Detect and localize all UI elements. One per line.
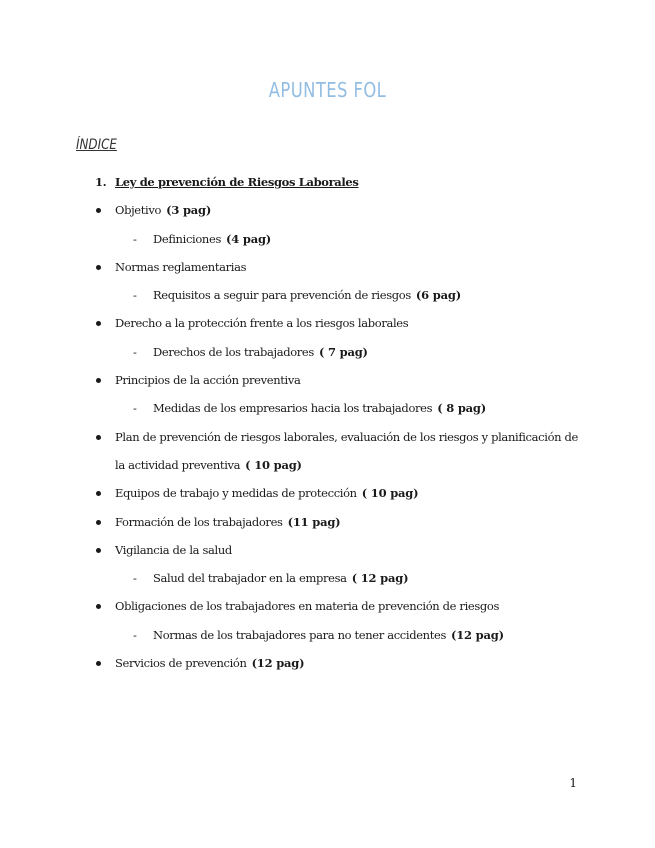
bullet-icon bbox=[96, 435, 101, 440]
bullet-icon bbox=[96, 604, 101, 609]
bullet-icon bbox=[96, 491, 101, 496]
toc-entry-page: (12 pag) bbox=[251, 656, 305, 671]
toc-entry-page: ( 12 pag) bbox=[351, 571, 409, 586]
toc-entry-page: (11 pag) bbox=[287, 514, 341, 529]
toc-entry-text: Requisitos a seguir para prevención de riesgos bbox=[153, 288, 411, 303]
toc-entry-page: ( 7 pag) bbox=[318, 344, 368, 359]
toc-entry-page: ( 10 pag) bbox=[245, 457, 302, 472]
toc-entry bbox=[0, 649, 655, 677]
toc-entry bbox=[0, 508, 655, 536]
toc-entry bbox=[0, 592, 655, 620]
toc-entry-text: Ley de prevención de Riesgos Laborales bbox=[115, 175, 359, 189]
list-number: 1. bbox=[95, 175, 107, 189]
toc-entry bbox=[0, 168, 655, 196]
toc-entry-page: ( 8 pag) bbox=[437, 401, 487, 416]
toc-entry bbox=[0, 225, 655, 253]
toc-entry bbox=[0, 196, 655, 224]
bullet-icon bbox=[96, 265, 101, 270]
table-of-contents bbox=[0, 168, 655, 677]
toc-entry bbox=[0, 423, 578, 480]
document-title: APUNTES FOL bbox=[268, 78, 387, 102]
toc-entry bbox=[0, 253, 655, 281]
toc-entry-text: Principios de la acción preventiva bbox=[115, 373, 301, 388]
toc-entry bbox=[0, 536, 655, 564]
dash-marker: - bbox=[133, 288, 137, 303]
dash-marker: - bbox=[133, 571, 137, 586]
toc-entry bbox=[0, 564, 655, 592]
bullet-icon bbox=[96, 548, 101, 553]
toc-entry-text: Medidas de los empresarios hacia los trabajadores bbox=[153, 401, 433, 416]
dash-marker: - bbox=[133, 344, 137, 359]
toc-entry-text: Plan de prevención de riesgos laborales, evaluación de los riesgos y planificación de la actividad preventiva bbox=[115, 429, 578, 472]
toc-entry-page: (6 pag) bbox=[415, 288, 461, 303]
toc-entry-page: (3 pag) bbox=[166, 203, 212, 218]
page-number: 1 bbox=[569, 776, 577, 790]
toc-entry-text: Objetivo bbox=[115, 203, 162, 218]
toc-entry bbox=[0, 479, 655, 507]
toc-entry-text: Normas de los trabajadores para no tener accidentes bbox=[153, 627, 447, 642]
toc-entry-text: Derecho a la protección frente a los riesgos laborales bbox=[115, 316, 409, 331]
bullet-icon bbox=[96, 208, 101, 213]
toc-entry-text: Normas reglamentarias bbox=[115, 259, 247, 274]
toc-entry-page: (4 pag) bbox=[226, 231, 272, 246]
index-heading: ÍNDICE bbox=[76, 137, 117, 153]
bullet-icon bbox=[96, 378, 101, 383]
toc-entry bbox=[0, 338, 655, 366]
toc-entry-page: ( 10 pag) bbox=[361, 486, 419, 501]
dash-marker: - bbox=[133, 401, 137, 416]
toc-entry bbox=[0, 309, 655, 337]
bullet-icon bbox=[96, 321, 101, 326]
toc-entry bbox=[0, 366, 655, 394]
bullet-icon bbox=[96, 520, 101, 525]
dash-marker: - bbox=[133, 627, 137, 642]
toc-entry bbox=[0, 621, 655, 649]
toc-entry-text: Equipos de trabajo y medidas de protección bbox=[115, 486, 357, 501]
toc-entry-text: Derechos de los trabajadores bbox=[153, 344, 314, 359]
toc-entry bbox=[0, 394, 655, 422]
toc-entry-text: Formación de los trabajadores bbox=[115, 514, 283, 529]
toc-entry-page: (12 pag) bbox=[451, 627, 504, 642]
toc-entry-text: Vigilancia de la salud bbox=[115, 542, 232, 557]
toc-entry-text: Servicios de prevención bbox=[115, 656, 247, 671]
toc-entry-text: Obligaciones de los trabajadores en materia de prevención de riesgos bbox=[115, 599, 500, 614]
toc-entry-text: Definiciones bbox=[153, 231, 222, 246]
toc-entry bbox=[0, 281, 655, 309]
toc-entry-text: Salud del trabajador en la empresa bbox=[153, 571, 347, 586]
dash-marker: - bbox=[133, 231, 137, 246]
bullet-icon bbox=[96, 661, 101, 666]
